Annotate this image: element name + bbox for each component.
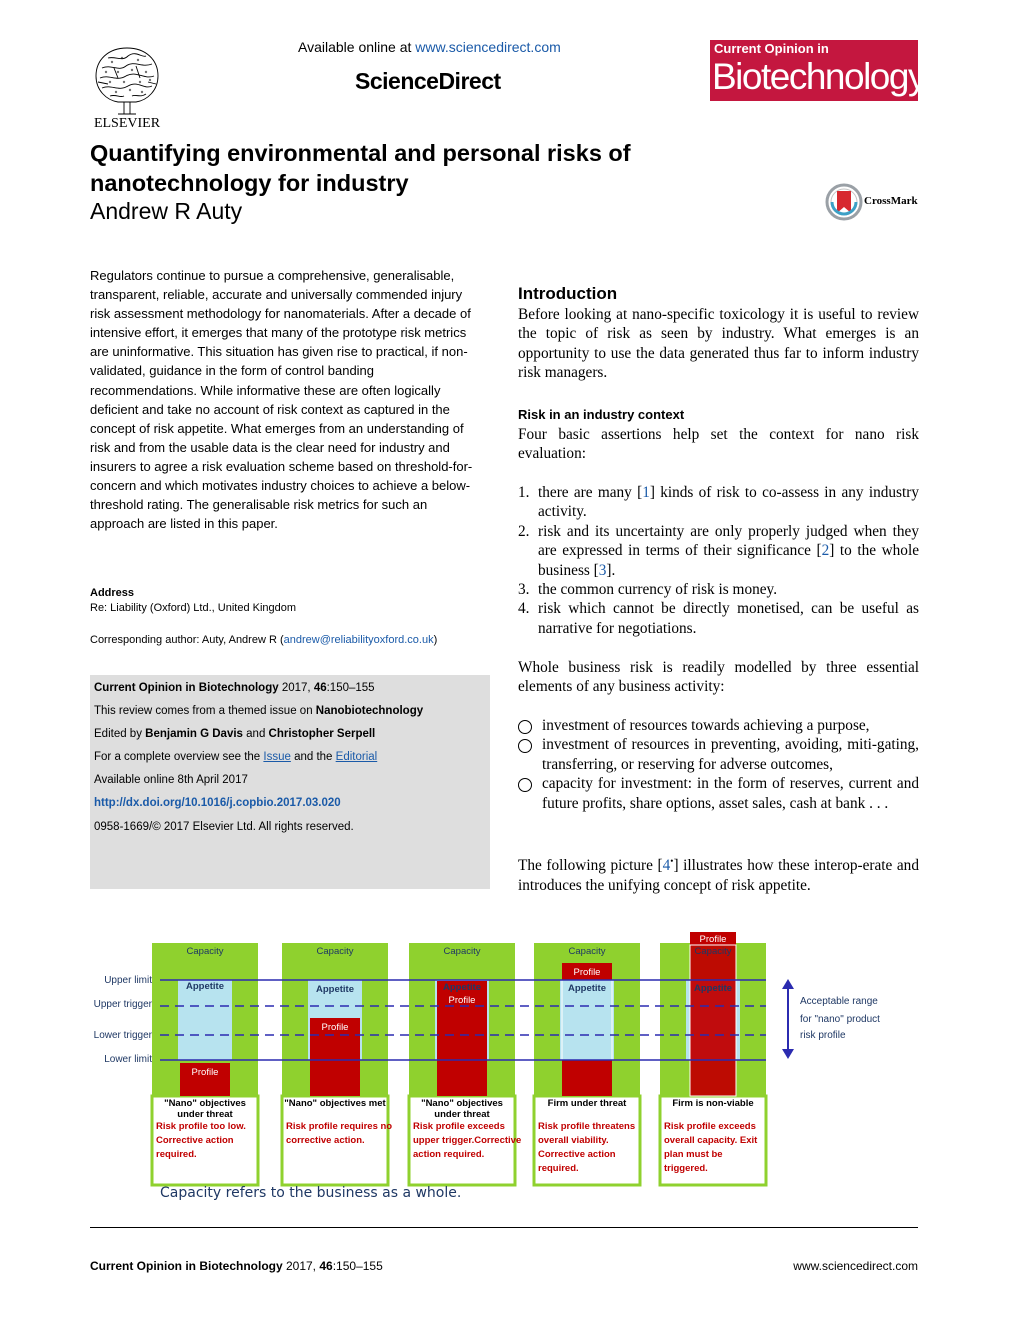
circle-bullet-icon — [518, 739, 532, 753]
profile-label: Profile — [573, 967, 601, 978]
article-title: Quantifying environmental and personal risks of nanotechnology for industry — [90, 140, 631, 196]
upper-limit-label: Upper limit — [104, 975, 152, 986]
panel-description-line: overall capacity. Exit — [664, 1135, 758, 1146]
capacity-label: Capacity — [186, 946, 224, 957]
assertion-text: risk which cannot be directly monetised, can be useful as narrative for negotiations. — [538, 600, 919, 637]
citation-pages: :150–155 — [326, 682, 375, 694]
footer-journal: Current Opinion in Biotechnology — [90, 1259, 283, 1273]
list-item — [518, 599, 919, 638]
lower-limit-label: Lower limit — [104, 1054, 152, 1065]
author-email-link[interactable]: andrew@reliabilityoxford.co.uk — [283, 634, 434, 646]
profile-label: Profile — [191, 1067, 219, 1078]
appetite-label: Appetite — [568, 983, 606, 994]
panel-description-line: upper trigger.Corrective — [413, 1135, 522, 1146]
lower-trigger-label: Lower trigger — [93, 1030, 152, 1041]
article-info-box — [90, 675, 490, 889]
panel-description-line: Risk profile requires no — [286, 1121, 393, 1132]
corresponding-suffix: ) — [433, 634, 438, 646]
footer-volume: 46 — [319, 1259, 333, 1273]
reference-link[interactable]: 4 — [662, 857, 671, 875]
crossmark-icon — [825, 183, 863, 221]
editor-and: and — [242, 728, 269, 740]
panel-title-line: "Nano" objectives — [164, 1098, 246, 1109]
themed-prefix: This review comes from a themed issue on — [94, 705, 316, 717]
risk-context-paragraph: Four basic assertions help set the context for nano risk evaluation: — [518, 426, 919, 463]
issue-link[interactable]: Issue — [263, 751, 291, 763]
list-item — [518, 483, 919, 522]
editorial-link[interactable]: Editorial — [335, 751, 378, 763]
assertion-text: ] to the whole business [ — [538, 542, 919, 579]
range-label-line: for "nano" product — [800, 1014, 880, 1025]
reference-link[interactable]: 2 — [821, 542, 830, 560]
whole-business-paragraph: Whole business risk is readily modelled by three essential elements of any business activity: — [518, 659, 919, 696]
editor-1: Benjamin G Davis — [145, 728, 243, 740]
profile-label: Profile — [699, 934, 727, 945]
panel-description-line: Risk profile threatens — [538, 1121, 636, 1132]
list-item — [518, 774, 919, 813]
crossmark-badge[interactable] — [825, 183, 925, 221]
journal-banner-main: Biotechnology — [712, 56, 925, 97]
assertion-text: the common currency of risk is money. — [538, 581, 778, 599]
corresponding-author — [90, 634, 437, 646]
copyright-line: 0958-1669/© 2017 Elsevier Ltd. All rights reserved. — [94, 821, 354, 833]
abstract-text: Regulators continue to pursue a comprehensive, generalisable, transparent, reliable, accurate and universally commended injury risk assessment methodology for nanomaterials. After a decade of intensive effort, it emerges that many of the prototype risk metrics are uninformative. This situation has given rise to practical, if non-validated, guidance in the form of control banding recommendations. While informative these are often logically deficient and take no account of risk context as captured in the concept of risk appetite. What emerges from an understanding of risk and from the usable data is the clear need for industry and insurers to agree a risk evaluation scheme based on threshold-for-concern and which motivates industry choices to achieve a below-threshold rating. The generalisable risk metrics for such an approach are listed in this paper. — [90, 268, 473, 532]
available-date: Available online 8th April 2017 — [94, 774, 248, 786]
citation-line — [94, 682, 375, 694]
list-number: 4. — [518, 600, 530, 618]
upper-trigger-label: Upper trigger — [93, 999, 152, 1010]
capacity-label: Capacity — [443, 946, 481, 957]
assertion-text: risk and its uncertainty are only properly judged when they are expressed in terms of their significance [ — [538, 522, 919, 560]
profile-label: Profile — [321, 1022, 349, 1033]
footer-divider — [90, 1227, 918, 1228]
available-online-prefix: Available online at — [298, 39, 416, 55]
appetite-label: Appetite — [186, 981, 224, 992]
list-item — [518, 522, 919, 580]
risk-panel — [660, 932, 766, 1185]
paragraph-text: The following picture [ — [518, 857, 663, 875]
panel-description-line: Corrective action — [538, 1149, 616, 1160]
circle-bullet-icon — [518, 720, 532, 734]
elsevier-tree-logo — [88, 38, 166, 130]
profile-label: Profile — [448, 995, 476, 1006]
edited-by-line — [94, 728, 375, 740]
panel-description-line: triggered. — [664, 1163, 708, 1174]
list-item — [518, 735, 919, 774]
profile-bar — [690, 945, 736, 1096]
range-label-line: Acceptable range — [800, 996, 878, 1007]
picture-paragraph — [518, 852, 919, 895]
recommended-reference-mark: • — [670, 856, 674, 866]
edited-prefix: Edited by — [94, 728, 146, 740]
footer-year: 2017, — [282, 1259, 320, 1273]
journal-banner-top: Current Opinion in — [714, 41, 829, 56]
range-label-line: risk profile — [800, 1030, 846, 1041]
list-number: 2. — [518, 522, 530, 540]
citation-year: 2017, — [278, 682, 314, 694]
panel-description-line: overall viability. — [538, 1135, 609, 1146]
footer-citation — [90, 1259, 383, 1273]
capacity-label: Capacity — [568, 946, 606, 957]
panel-title-line: "Nano" objectives met — [284, 1098, 386, 1109]
list-item — [518, 580, 919, 599]
panel-description-line: corrective action. — [286, 1135, 365, 1146]
address-text: Re: Liability (Oxford) Ltd., United Kingdom — [90, 602, 297, 614]
panel-description-line: required. — [538, 1163, 579, 1174]
journal-banner[interactable] — [710, 40, 925, 101]
sciencedirect-wordmark[interactable]: ScienceDirect — [355, 68, 501, 94]
panel-description-line: action required. — [413, 1149, 485, 1160]
footer-pages: :150–155 — [332, 1259, 383, 1273]
figure-caption: Capacity refers to the business as a whole. — [160, 1185, 462, 1201]
appetite-label: Appetite — [443, 982, 481, 993]
capacity-label: Capacity — [694, 946, 732, 957]
panel-title-line: under threat — [434, 1109, 490, 1120]
element-text: capacity for investment: in the form of reserves, current and future profits, share options, asset sales, cash at bank . . . — [542, 775, 919, 812]
business-elements-list — [518, 716, 919, 813]
list-item — [518, 716, 919, 735]
introduction-heading: Introduction — [518, 284, 618, 303]
paragraph-text: ] illustrates how these interop-erate and introduces the unifying concept of risk appetite. — [518, 857, 919, 894]
introduction-paragraph: Before looking at nano-specific toxicology it is useful to review the topic of risk as seen by industry. What emerges is an opportunity to use the data generated thus far to inform industry risk managers. — [518, 306, 919, 382]
elsevier-wordmark: ELSEVIER — [93, 116, 161, 131]
assertions-list — [518, 483, 919, 638]
reference-link[interactable]: 1 — [642, 484, 650, 501]
reference-link[interactable]: 3 — [598, 561, 607, 579]
overview-and: and the — [290, 751, 336, 763]
appetite-label: Appetite — [316, 984, 354, 995]
panel-description-line: Risk profile exceeds — [664, 1121, 756, 1132]
editor-2: Christopher Serpell — [268, 728, 376, 740]
panel-description-line: Corrective action — [156, 1135, 234, 1146]
list-number: 3. — [518, 581, 530, 599]
author-name: Andrew R Auty — [90, 198, 243, 224]
overview-line — [94, 751, 377, 763]
available-online — [298, 39, 561, 55]
assertion-text: ]. — [606, 561, 616, 579]
appetite-label: Appetite — [694, 983, 732, 994]
risk-context-heading: Risk in an industry context — [518, 407, 685, 422]
corresponding-prefix: Corresponding author: Auty, Andrew R ( — [90, 634, 284, 646]
panel-description-line: Risk profile too low. — [156, 1121, 246, 1132]
doi-link[interactable]: http://dx.doi.org/10.1016/j.copbio.2017.03.020 — [94, 797, 341, 809]
footer-site-link[interactable]: www.sciencedirect.com — [793, 1259, 918, 1273]
themed-issue-line — [94, 705, 423, 717]
address-label: Address — [90, 587, 135, 599]
panel-title-line: Firm under threat — [547, 1098, 627, 1109]
appetite-area — [178, 980, 232, 1060]
assertion-text: there are many [ — [538, 484, 643, 501]
panel-title-line: under threat — [177, 1109, 233, 1120]
crossmark-label: CrossMark — [864, 195, 918, 207]
capacity-label: Capacity — [316, 946, 354, 957]
panel-description-line: plan must be — [664, 1149, 723, 1160]
assertion-text: ] kinds of risk to co-assess in any industry activity. — [538, 484, 919, 521]
element-text: investment of resources towards achieving a purpose, — [542, 717, 870, 734]
panel-description-line: Risk profile exceeds — [413, 1121, 505, 1132]
risk-appetite-figure — [90, 925, 880, 1180]
list-number: 1. — [518, 484, 530, 501]
overview-prefix: For a complete overview see the — [94, 751, 264, 763]
theme-name: Nanobiotechnology — [315, 705, 424, 717]
acceptable-range-arrow-icon — [782, 979, 794, 1059]
panel-title-line: "Nano" objectives — [421, 1098, 503, 1109]
circle-bullet-icon — [518, 778, 532, 792]
element-text: investment of resources in preventing, avoiding, miti-gating, transferring, or reserving for adverse outcomes, — [542, 736, 919, 773]
citation-volume: 46 — [313, 682, 327, 694]
citation-journal: Current Opinion in Biotechnology — [94, 682, 279, 694]
panel-title-line: Firm is non-viable — [672, 1098, 754, 1109]
sciencedirect-link[interactable]: www.sciencedirect.com — [415, 39, 561, 55]
panel-description-line: required. — [156, 1149, 197, 1160]
